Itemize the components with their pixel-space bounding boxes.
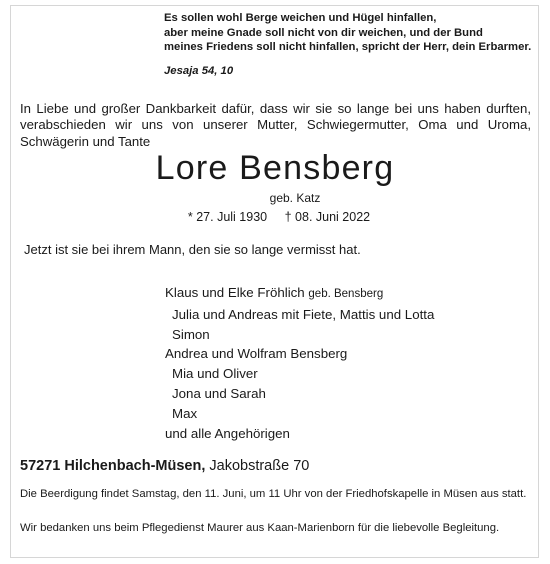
- birth-date: * 27. Juli 1930: [187, 210, 268, 224]
- list-item: Max: [172, 405, 198, 421]
- bible-verse: [164, 11, 534, 55]
- intro-line: verabschieden wir uns von unserer Mutter, Schwiegermutter, Oma und Uroma,: [20, 117, 531, 133]
- mourner-name: Klaus und Elke Fröhlich: [165, 285, 305, 300]
- remembrance-note: Jetzt ist sie bei ihrem Mann, den sie so lange vermisst hat.: [24, 242, 361, 257]
- list-item: [165, 283, 434, 305]
- mourners-list: [165, 283, 434, 443]
- life-dates: [0, 210, 550, 224]
- list-item: Julia und Andreas mit Fiete, Mattis und Lotta: [172, 306, 435, 322]
- mourner-maiden-name: geb. Bensberg: [308, 288, 384, 300]
- family-address: [20, 458, 309, 474]
- verse-line: aber meine Gnade soll nicht von dir weichen, und der Bund: [164, 26, 483, 39]
- verse-source: Jesaja 54, 10: [164, 65, 234, 77]
- notice-frame: [10, 5, 539, 558]
- verse-line: Es sollen wohl Berge weichen und Hügel hinfallen,: [164, 12, 437, 24]
- intro-line: Schwägerin und Tante: [20, 133, 151, 149]
- thanks-note: Wir bedanken uns beim Pflegedienst Maurer aus Kaan-Marienborn für die liebevolle Begleitung.: [20, 522, 500, 534]
- deceased-name: Lore Bensberg: [155, 149, 395, 187]
- list-item: Simon: [172, 326, 210, 342]
- list-item: und alle Angehörigen: [165, 425, 290, 441]
- list-item: Mia und Oliver: [172, 366, 258, 382]
- verse-line: meines Friedens soll nicht hinfallen, spricht der Herr, dein Erbarmer.: [164, 41, 532, 54]
- intro-text: [20, 101, 531, 150]
- maiden-name: geb. Katz: [269, 191, 321, 205]
- intro-line: In Liebe und großer Dankbarkeit dafür, dass wir sie so lange bei uns haben durften,: [20, 101, 531, 116]
- death-date: † 08. Juni 2022: [284, 210, 371, 224]
- funeral-info: Die Beerdigung findet Samstag, den 11. Juni, um 11 Uhr von der Friedhofskapelle in Müsen aus statt.: [20, 488, 527, 500]
- address-city: 57271 Hilchenbach-Müsen,: [20, 458, 206, 474]
- list-item: Andrea und Wolfram Bensberg: [165, 346, 348, 362]
- address-street: Jakobstraße 70: [209, 458, 310, 474]
- list-item: Jona und Sarah: [172, 385, 266, 401]
